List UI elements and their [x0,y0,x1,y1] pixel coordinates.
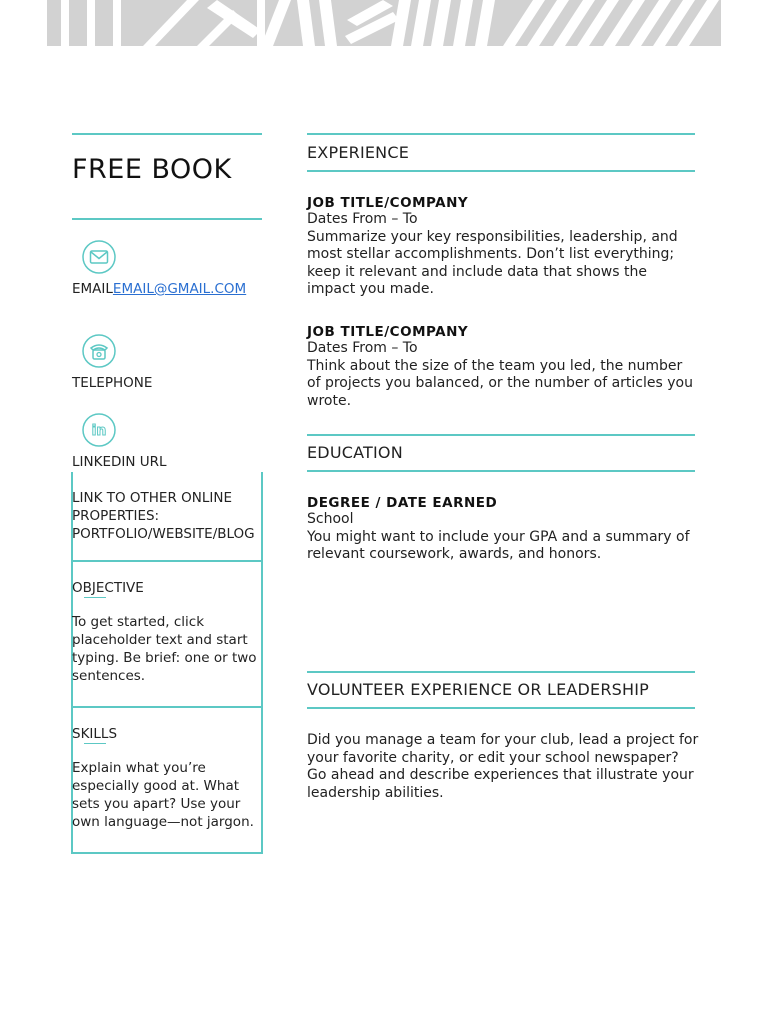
job-description: Think about the size of the team you led, the number of projects you balanced, or the number of articles you wrote. [307,357,693,409]
skills-divider [71,706,263,708]
objective-heading: OBJECTIVE [72,580,144,596]
volunteer-top-rule [307,671,695,673]
linkedin-icon [82,413,116,447]
job-description: Summarize your key responsibilities, leadership, and most stellar accomplishments. Don’t list everything; keep it relevant and include data that shows the impact you made. [307,228,678,297]
education-description: You might want to include your GPA and a summary of relevant coursework, awards, and honors. [307,528,690,562]
volunteer-description: Did you manage a team for your club, lead a project for your favorite charity, or edit your school newspaper? Go ahead and describe experiences that illustrate your leadership abilities. [307,732,699,801]
job-entry-1 [307,195,699,299]
skills-text: Explain what you’re especially good at. What sets you apart? Use your own language—not jargon. [72,760,254,830]
education-top-rule [307,434,695,436]
email-line [72,280,246,298]
job-dates: Dates From – To [307,211,418,227]
school-name: School [307,511,354,527]
left-top-rule [72,133,262,135]
education-entry [307,495,699,564]
telephone-icon [82,334,116,368]
header-banner [47,0,721,46]
envelope-icon [82,240,116,274]
skills-heading-underline [84,743,106,744]
experience-top-rule [307,133,695,135]
skills-heading: SKILLS [72,726,118,742]
job-entry-2 [307,324,699,410]
experience-bottom-rule [307,170,695,172]
other-links-label: LINK TO OTHER ONLINE PROPERTIES: PORTFOLIO/WEBSITE/BLOG [72,490,255,542]
education-heading: EDUCATION [307,443,403,462]
job-title: JOB TITLE/COMPANY [307,324,469,340]
job-title: JOB TITLE/COMPANY [307,195,469,211]
left-box-bottom-rule [71,852,263,854]
education-bottom-rule [307,470,695,472]
objective-heading-underline [84,597,106,598]
degree-title: DEGREE / DATE EARNED [307,495,498,511]
objective-text: To get started, click placeholder text and start typing. Be brief: one or two sentences. [72,614,257,684]
linkedin-label: LINKEDIN URL [72,454,167,470]
telephone-label: TELEPHONE [72,375,153,391]
experience-heading: EXPERIENCE [307,143,410,162]
left-name-rule [72,218,262,220]
svg-text:in: in [91,423,107,439]
email-label: EMAIL [72,281,113,297]
volunteer-heading: VOLUNTEER EXPERIENCE OR LEADERSHIP [307,680,650,699]
email-link[interactable]: EMAIL@GMAIL.COM [112,281,247,297]
volunteer-bottom-rule [307,707,695,709]
objective-divider [71,560,263,562]
job-dates: Dates From – To [307,340,418,356]
candidate-name: FREE BOOK [72,154,232,185]
